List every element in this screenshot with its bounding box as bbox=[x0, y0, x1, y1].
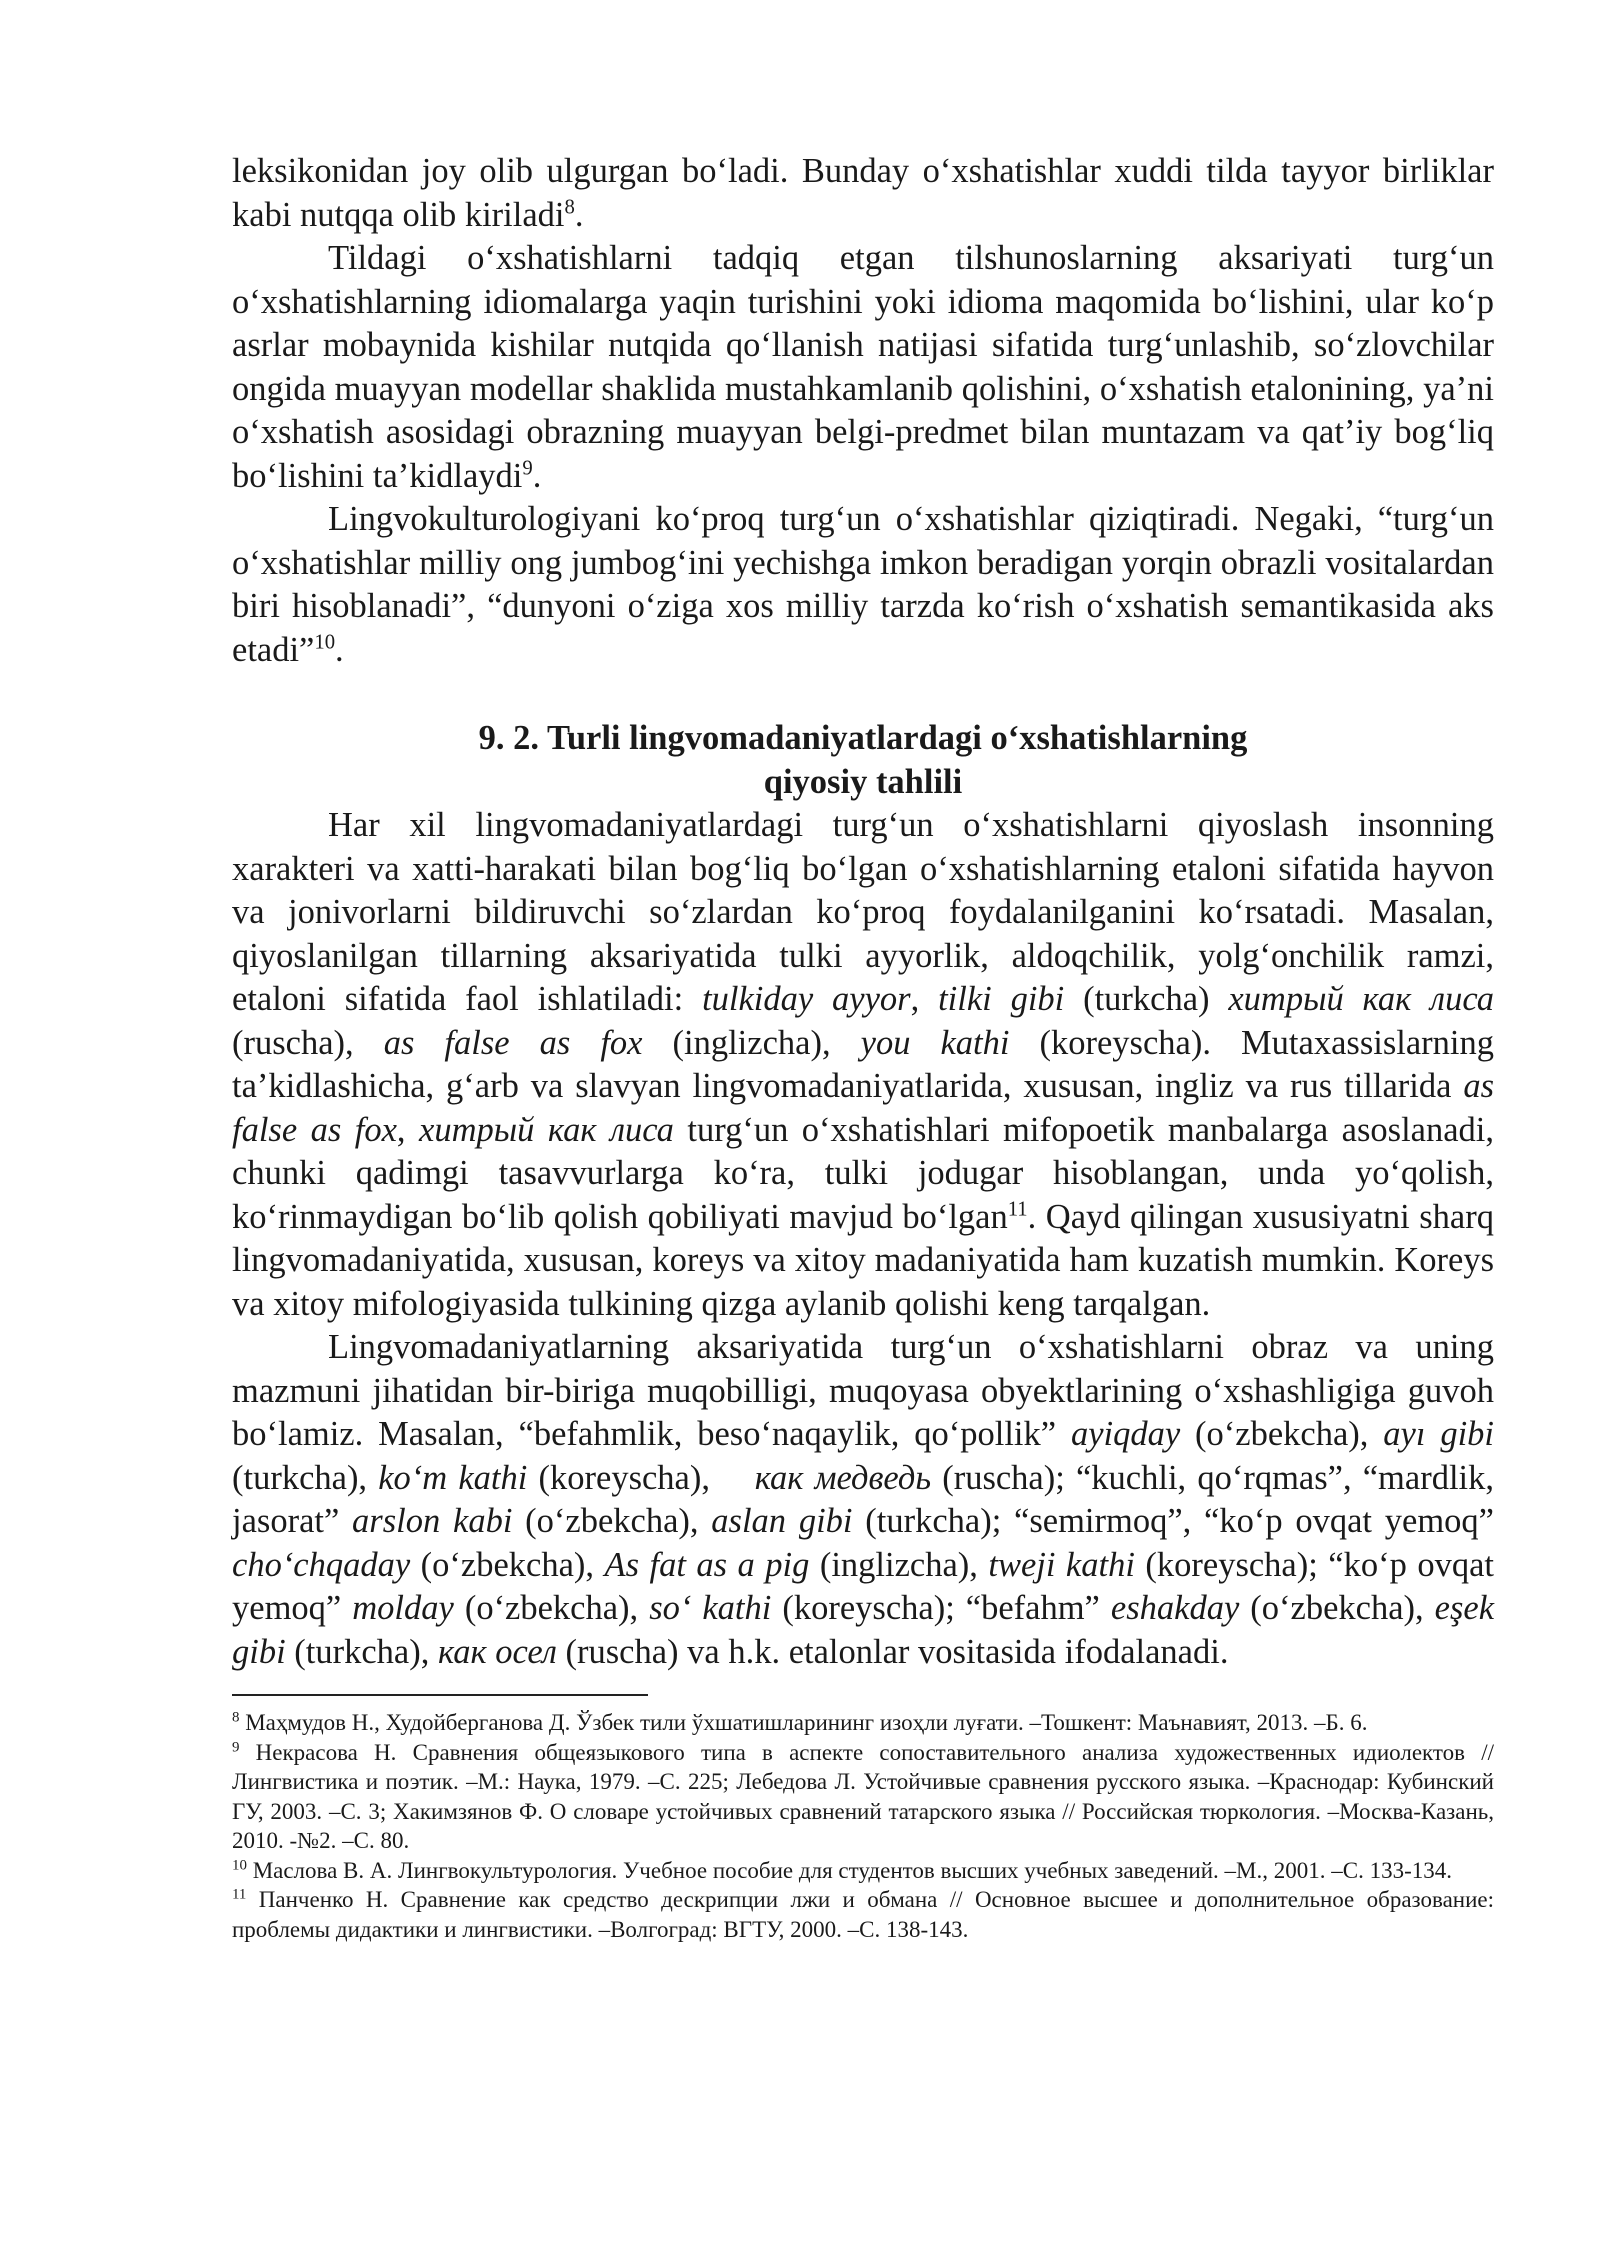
example-italic: arslon kabi bbox=[352, 1502, 513, 1540]
text: (koreyscha). Mutaxassislarning ta’kidlashicha, g‘arb va slavyan lingvomadaniyatlarida, xususan, ingliz va rus tillarida bbox=[232, 1023, 1494, 1105]
text: (o‘zbekcha), bbox=[453, 1589, 650, 1627]
example-italic: you kathi bbox=[860, 1023, 1010, 1062]
text: Tildagi o‘xshatishlarni tadqiq etgan tilshunoslarning aksariyati turg‘un o‘xshatishlarning idiomalarga yaqin turishini yoki idioma maqomida bo‘lishini, ular ko‘p asrlar mobaynida kishilar nutqida qo‘llanish natijasi sifatida turg‘unlashib, so‘zlovchilar ongida muayyan modellar shaklida mustahkamlanib qolishini, o‘xshatish etalonining, ya’ni o‘xshatish asosidagi obrazning muayyan belgi-predmet bilan muntazam va qat’iy bog‘liq bo‘lishini ta’kidlaydi bbox=[232, 239, 1494, 495]
footnote-9 bbox=[232, 1738, 1494, 1856]
text: (turkcha) bbox=[1064, 980, 1229, 1018]
example-italic: eshakday bbox=[1110, 1589, 1240, 1627]
text: . bbox=[574, 195, 584, 234]
footnote-8 bbox=[232, 1708, 1494, 1738]
footnote-text: Маслова В. А. Лингвокультурология. Учебное пособие для студентов высших учебных заведений. –М., 2001. –С. 133-134. bbox=[246, 1857, 1452, 1883]
footnote-text: Панченко Н. Сравнение как средство дескрипции лжи и обмана // Основное высшее и дополнительное образование: проблемы дидактики и лингвистики. –Волгоград: ВГТУ, 2000. –С. 138-143. bbox=[232, 1887, 1494, 1942]
example-italic: ayı gibi bbox=[1383, 1415, 1495, 1453]
example-italic: как осел bbox=[437, 1632, 557, 1671]
footnote-11 bbox=[232, 1885, 1494, 1944]
example-italic: As fat as a pig bbox=[604, 1545, 810, 1584]
example-italic: ayiqday bbox=[1070, 1415, 1181, 1453]
footnote-number: 11 bbox=[232, 1886, 247, 1903]
example-italic: tulkiday ayyor bbox=[702, 980, 911, 1018]
text: turg‘un o‘xshatishlari mifopoetik manbalarga asoslanadi, chunki qadimgi tasavvurlarga ko‘ra, tulki jodugar hisoblangan, unda yo‘qolish, ko‘rinmaydigan bo‘lib qolish qobiliyati mavjud bo‘lgan bbox=[232, 1110, 1494, 1236]
text: (inglizcha), bbox=[642, 1023, 861, 1062]
section-heading-line-2: qiyosiy tahlili bbox=[763, 763, 963, 801]
text: (ruscha); “kuchli, qo‘rqmas”, “mardlik, jasorat” bbox=[232, 1458, 1494, 1540]
footnote-ref-8[interactable]: 8 bbox=[564, 196, 575, 218]
example-italic: ko‘m kathi bbox=[378, 1458, 528, 1497]
footnote-number: 10 bbox=[232, 1856, 247, 1873]
text: (o‘zbekcha), bbox=[1239, 1589, 1435, 1627]
footnote-number: 8 bbox=[232, 1709, 240, 1726]
footnote-number: 9 bbox=[232, 1738, 240, 1755]
paragraph-intro-2 bbox=[232, 237, 1494, 498]
example-italic: хитрый как лиса bbox=[1228, 980, 1495, 1018]
footnote-10 bbox=[232, 1856, 1494, 1886]
example-italic: cho‘chqaday bbox=[232, 1545, 411, 1584]
paragraph-intro-1 bbox=[232, 150, 1494, 237]
footnote-ref-11[interactable]: 11 bbox=[1007, 1198, 1028, 1220]
text: (turkcha); “semirmoq”, “ko‘p ovqat yemoq” bbox=[852, 1502, 1494, 1540]
text: (turkcha), bbox=[232, 1458, 379, 1497]
example-italic: tweji kathi bbox=[988, 1545, 1135, 1584]
footnote-ref-9[interactable]: 9 bbox=[522, 457, 533, 479]
example-italic: molday bbox=[352, 1589, 454, 1627]
text: (koreyscha); “befahm” bbox=[771, 1589, 1111, 1627]
footnote-separator bbox=[232, 1694, 648, 1696]
footnote-text: Некрасова Н. Сравнения общеязыкового типа в аспекте сопоставительного анализа художественных идиолектов // Лингвистика и поэтик. –М.: Наука, 1979. –С. 225; Лебедова Л. Устойчивые сравнения русского языка. –Краснодар: Кубинский ГУ, 2003. –С. 3; Хакимзянов Ф. О словаре устойчивых сравнений татарского языка // Российская тюркология. –Москва-Казань, 2010. -№2. –С. 80. bbox=[232, 1739, 1494, 1853]
text: (turkcha), bbox=[285, 1632, 438, 1671]
text: (ruscha) va h.k. etalonlar vositasida ifodalanadi. bbox=[556, 1632, 1229, 1671]
text: leksikonidan joy olib ulgurgan bo‘ladi. Bunday o‘xshatishlar xuddi tilda tayyor birliklar kabi nutqqa olib kiriladi bbox=[232, 152, 1494, 234]
paragraph-intro-3 bbox=[232, 498, 1494, 672]
text: . bbox=[532, 456, 542, 495]
section-heading bbox=[232, 716, 1494, 804]
example-italic: tilki gibi bbox=[938, 980, 1065, 1018]
text: (o‘zbekcha), bbox=[410, 1545, 605, 1584]
text: , bbox=[396, 1110, 420, 1149]
paragraph-section-2 bbox=[232, 1326, 1494, 1674]
example-italic: хитрый как лиса bbox=[419, 1110, 674, 1149]
text: , bbox=[910, 980, 939, 1018]
example-italic: aslan gibi bbox=[711, 1502, 853, 1540]
paragraph-section-1 bbox=[232, 804, 1494, 1326]
body-text bbox=[232, 150, 1494, 1674]
example-italic: as false as fox bbox=[232, 1067, 1494, 1149]
document-page bbox=[232, 150, 1494, 1944]
footnote-ref-10[interactable]: 10 bbox=[314, 631, 336, 653]
text: Har xil lingvomadaniyatlardagi turg‘un o‘xshatishlarni qiyoslash insonning xarakteri va xatti-harakati bilan bog‘liq bo‘lgan o‘xshatishlarning etaloni sifatida hayvon va jonivorlarni bildiruvchi so‘zlardan ko‘proq foydalanilganini ko‘rsatadi. Masalan, qiyoslanilgan tillarning aksariyatida tulki ayyorlik, aldoqchilik, yolg‘onchilik ramzi, etaloni sifatida faol ishlatiladi: bbox=[232, 806, 1494, 1018]
footnote-text: Маҳмудов Н., Худойберганова Д. Ўзбек тили ўхшатишларининг изоҳли луғати. –Тошкент: Маънавият, 2013. –Б. 6. bbox=[239, 1710, 1368, 1735]
text: (o‘zbekcha), bbox=[1180, 1415, 1384, 1453]
example-italic: как медведь bbox=[754, 1458, 932, 1497]
section-heading-line-1: 9. 2. Turli lingvomadaniyatlardagi o‘xshatishlarning bbox=[478, 719, 1248, 757]
text: (inglizcha), bbox=[809, 1545, 989, 1584]
example-italic: so‘ kathi bbox=[649, 1589, 772, 1627]
text: (koreyscha), bbox=[527, 1458, 755, 1497]
example-italic: as false as fox bbox=[383, 1023, 643, 1062]
text: (koreyscha); “ko‘p ovqat yemoq” bbox=[232, 1545, 1494, 1627]
footnotes bbox=[232, 1708, 1494, 1944]
text: . Qayd qilingan xususiyatni sharq lingvomadaniyatida, xususan, koreys va xitoy madaniyatida ham kuzatish mumkin. Koreys va xitoy mifologiyasida tulkining qizga aylanib qolishi keng tarqalgan. bbox=[232, 1197, 1494, 1323]
text: (o‘zbekcha), bbox=[512, 1502, 712, 1540]
text: Lingvokulturologiyani ko‘proq turg‘un o‘xshatishlar qiziqtiradi. Negaki, “turg‘un o‘xshatishlar milliy ong jumbog‘ini yechishga imkon beradigan yorqin obrazli vositalardan biri hisoblanadi”, “dunyoni o‘ziga xos milliy tarzda ko‘rish o‘xshatish semantikasida aks etadi” bbox=[232, 500, 1494, 669]
text: Lingvomadaniyatlarning aksariyatida turg‘un o‘xshatishlarni obraz va uning mazmuni jihatidan bir-biriga muqobilligi, muqoyasa obyektlarining o‘xshashligiga guvoh bo‘lamiz. Masalan, “befahmlik, beso‘naqaylik, qo‘pollik” bbox=[232, 1328, 1494, 1453]
text: . bbox=[335, 630, 344, 669]
text: (ruscha), bbox=[232, 1023, 384, 1062]
example-italic: eşek gibi bbox=[232, 1589, 1495, 1671]
